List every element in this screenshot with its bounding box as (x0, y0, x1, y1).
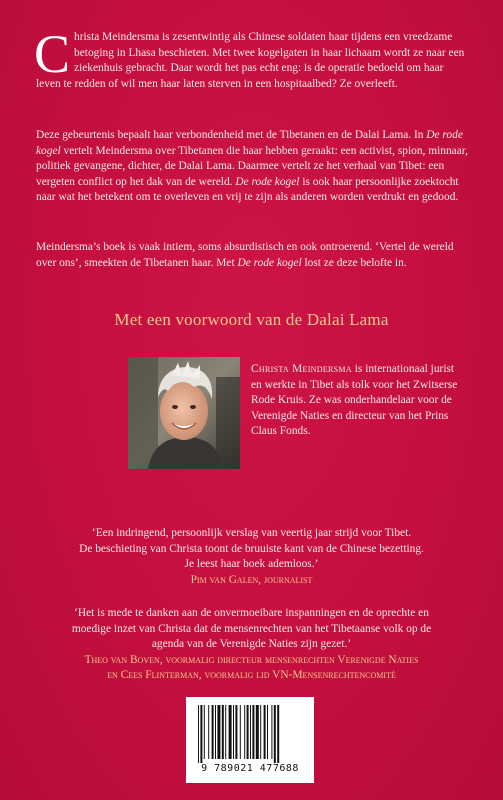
review-quote-1 (0, 526, 503, 588)
author-name: Christa Meindersma (251, 363, 352, 375)
closing-text-2: lost ze deze belofte in. (301, 256, 407, 269)
book-title-italic: De rode kogel (36, 129, 463, 157)
review-quote-2 (0, 606, 503, 684)
quote-attribution: en Cees Flinterman, voormalig lid VN-Mensenrechtencomité (107, 669, 396, 682)
quote-line: moedige inzet van Christa dat de mensenrechten van het Tibetaanse volk op de (71, 622, 432, 635)
author-photo (128, 357, 240, 469)
summary-paragraph (36, 128, 468, 206)
drop-cap: C (34, 24, 71, 84)
quote-line: agenda van de Verenigde Naties zijn gezet.’ (151, 638, 352, 651)
barcode-bars (196, 705, 304, 763)
author-bio (251, 362, 461, 440)
quote-attribution: Pim van Galen, journalist (190, 573, 313, 586)
quote-line: ‘Het is mede te danken aan de onvermoeibare inspanningen en de oprechte en (74, 607, 429, 619)
quote-line: ‘Een indringend, persoonlijk verslag van veertig jaar strijd voor Tibet. (91, 527, 412, 539)
intro-text: hrista Meindersma is zesentwintig als Chinese soldaten haar tijdens een vreedzame betoging in Lhasa beschieten. Met twee kogelgaten in haar lichaam wordt ze naar een ziekenhuis gebracht. Daar wordt het pas echt eng: is de operatie bedoeld om haar leven te redden of wil men haar laten sterven in een hospitaalbed? Ze overleeft. (36, 31, 465, 90)
book-title-italic: De rode kogel (237, 256, 302, 269)
quote-attribution: Theo van Boven, voormalig directeur mensenrechten Verenigde Naties (84, 653, 419, 666)
author-bio-text: is internationaal jurist en werkte in Tibet als tolk voor het Zwitserse Rode Kruis. Ze was onderhandelaar voor de Verenigde Naties en directeur van het Prins Claus Fonds. (251, 363, 458, 438)
quote-line: Je leest haar boek ademloos.’ (184, 558, 319, 571)
foreword-line: Met een voorwoord van de Dalai Lama (114, 310, 389, 329)
summary-text-1: Deze gebeurtenis bepaalt haar verbondenheid met de Tibetanen en de Dalai Lama. In (36, 129, 427, 141)
closing-text-1: Meindersma’s boek is vaak intiem, soms absurdistisch en ook ontroerend. ‘Vertel de wereld over ons’, smeekten de Tibetanen haar. Met (36, 241, 454, 269)
isbn-number: 9 789021 477688 (201, 763, 299, 774)
summary-text-2: vertelt Meindersma over Tibetanen die haar hebben geraakt: een activist, spion, minnaar, politiek gevangene, dichter, de Dalai Lama. Daarmee vertelt ze het verhaal van Tibet: een vergeten conflict op het dak van de wereld. (36, 144, 468, 188)
book-title-italic: De rode kogel (235, 175, 300, 188)
isbn-barcode (186, 697, 314, 783)
summary-text-3: is ook haar persoonlijke zoektocht naar wat het betekent om te overleven en vrij te zijn als anderen worden verdrukt en gedood. (36, 175, 459, 204)
quote-line: De beschieting van Christa toont de bruuiste kant van de Chinese bezetting. (79, 542, 424, 555)
closing-paragraph (36, 240, 468, 271)
intro-paragraph (34, 24, 468, 92)
